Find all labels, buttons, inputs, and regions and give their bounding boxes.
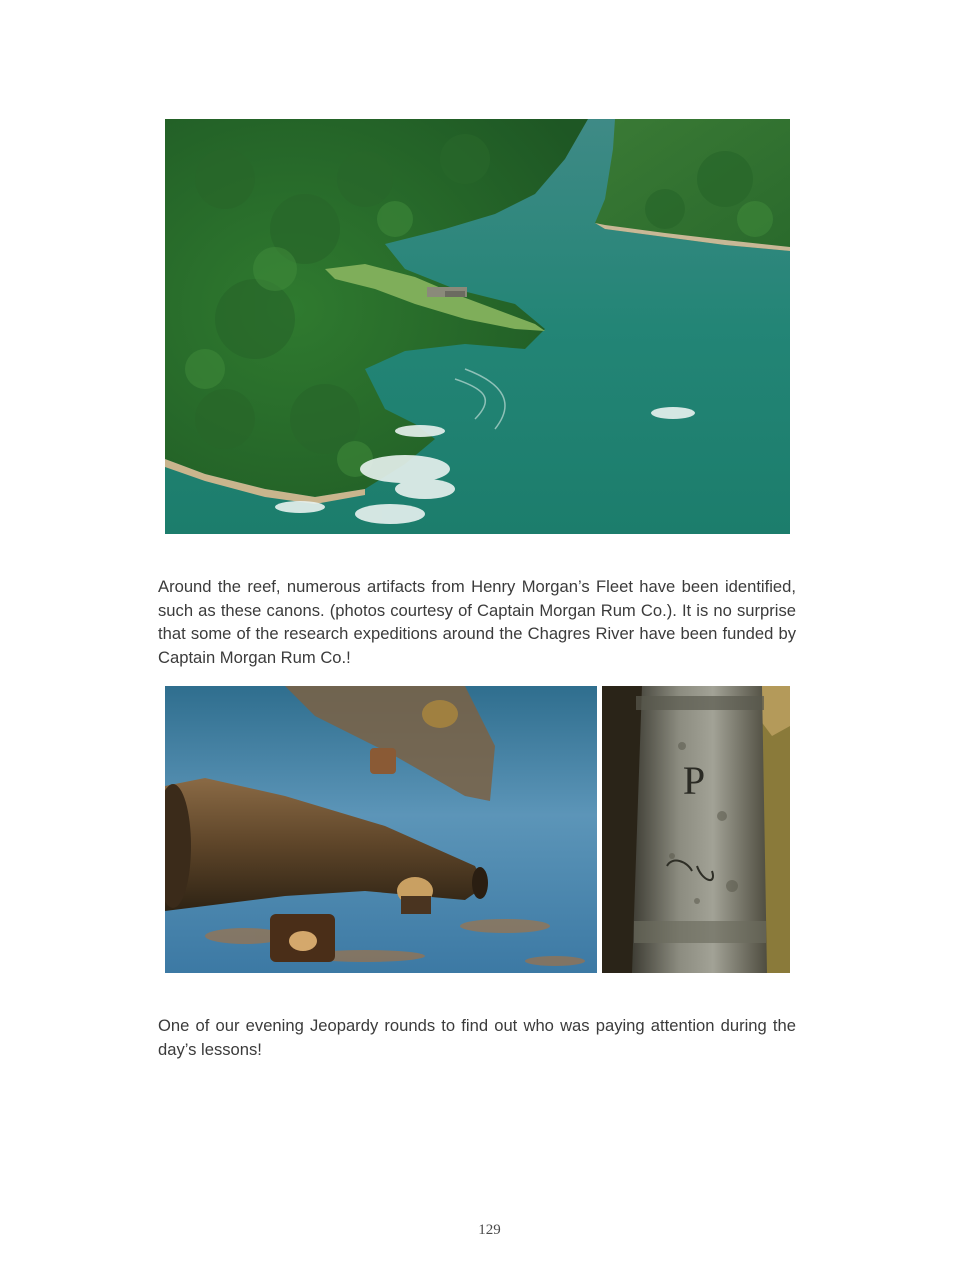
- paragraph-jeopardy: One of our evening Jeopardy rounds to find out who was paying attention during the day’s lessons!: [158, 1016, 796, 1059]
- aerial-photo-illustration: [165, 119, 790, 534]
- engraved-letter: P: [682, 758, 706, 803]
- cannon-closeup-illustration: [602, 686, 790, 973]
- cannon-closeup-photo: [602, 686, 790, 973]
- aerial-photo: [165, 119, 790, 534]
- paragraph-artifacts: Around the reef, numerous artifacts from Henry Morgan’s Fleet have been identified, such as these canons. (photos courtesy of Captain Morgan Rum Co.). It is no surprise that some of the research expeditions around the Chagres River have been funded by Captain Morgan Rum Co.!: [158, 577, 796, 667]
- page-number: 129: [478, 1222, 501, 1238]
- underwater-cannons-illustration: [165, 686, 597, 973]
- underwater-cannons-photo: [165, 686, 597, 973]
